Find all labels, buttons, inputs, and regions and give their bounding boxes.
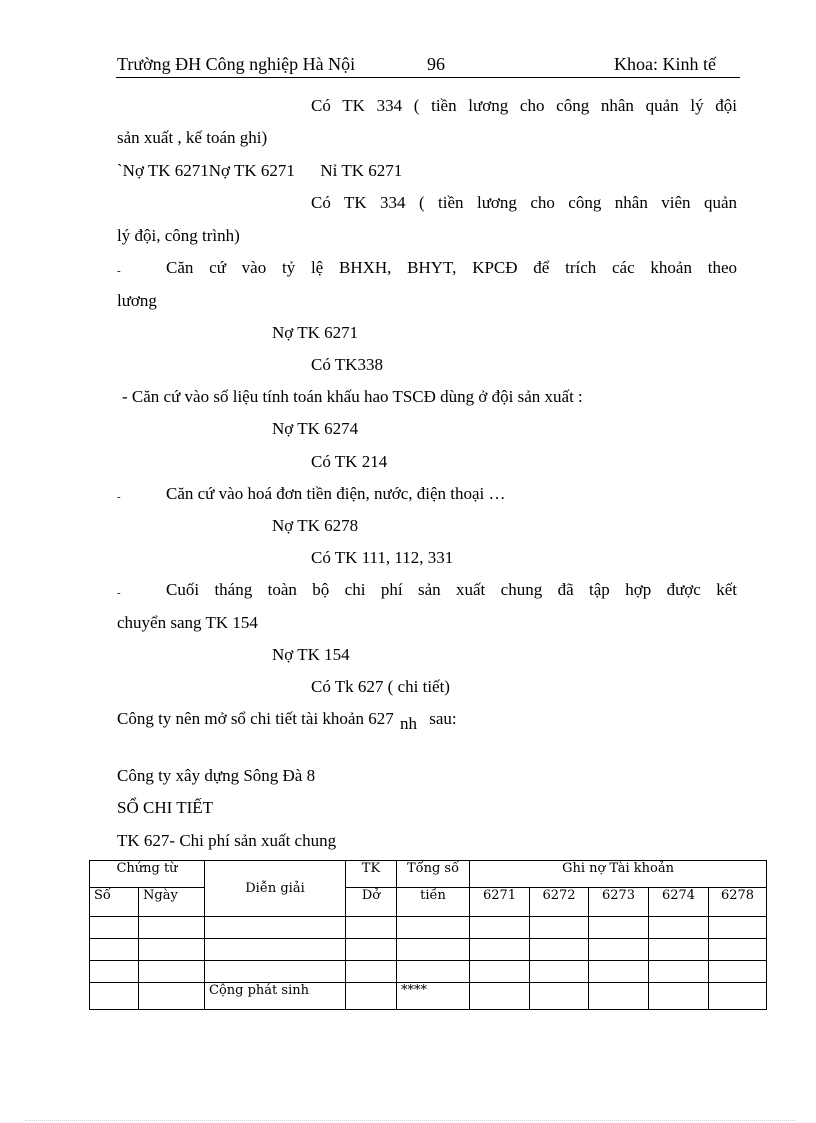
table-row xyxy=(90,961,767,983)
line-6: Căn cứ vào tỷ lệ BHXH, BHYT, KPCĐ để trích các khoản theo xyxy=(166,258,737,277)
table-row xyxy=(90,917,767,939)
table-footer-row xyxy=(90,983,767,1010)
voucher-header: Chứng từ xyxy=(90,861,205,888)
header-left: Trường ĐH Công nghiệp Hà Nội xyxy=(117,54,356,74)
line-19: Có Tk 627 ( chi tiết) xyxy=(311,677,450,696)
line-5: lý đội, công trình) xyxy=(117,226,240,245)
line-14: Nợ TK 6278 xyxy=(272,516,359,535)
no-header: Số xyxy=(90,888,139,917)
account-header: 6273 xyxy=(589,888,649,917)
line-10: - Căn cứ vào số liệu tính toán khấu hao TSCĐ dùng ở đội sản xuất : xyxy=(122,387,583,406)
header-rule xyxy=(116,77,740,78)
account-header: 6271 xyxy=(470,888,530,917)
debit-group-header: Ghi nợ Tài khoản xyxy=(470,861,767,888)
tk-du-header-top: TK xyxy=(346,861,397,888)
account-header: 6278 xyxy=(709,888,767,917)
line-17: chuyển sang TK 154 xyxy=(117,613,258,632)
tk-du-header-bottom: Dở xyxy=(346,888,397,917)
line-7: lương xyxy=(117,291,157,310)
ledger-title: SỔ CHI TIẾT xyxy=(117,798,214,817)
company-name: Công ty xây dựng Sông Đà 8 xyxy=(117,766,316,785)
total-header-top: Tổng số xyxy=(397,861,470,888)
line-11: Nợ TK 6274 xyxy=(272,419,359,438)
line-13: Căn cứ vào hoá đơn tiền điện, nước, điện thoại … xyxy=(166,484,506,503)
detail-ledger-table xyxy=(89,860,767,1010)
description-header: Diễn giải xyxy=(205,861,346,917)
line-3: `Nợ TK 6271Nợ TK 6271 Nỉ TK 6271 xyxy=(117,161,403,180)
line-20 xyxy=(117,709,457,733)
line-20-subscript: nh xyxy=(399,714,417,733)
line-16: Cuối tháng toàn bộ chi phí sản xuất chung đã tập hợp được kết xyxy=(166,580,737,599)
line-12: Có TK 214 xyxy=(311,452,388,471)
line-15: Có TK 111, 112, 331 xyxy=(311,548,454,567)
line-9: Có TK338 xyxy=(311,355,383,374)
bullet-dash: - xyxy=(117,587,121,599)
footer-total: **** xyxy=(397,983,470,1010)
total-header-bottom: tiền xyxy=(397,888,470,917)
footer-label: Cộng phát sinh xyxy=(205,983,346,1010)
date-header: Ngày xyxy=(139,888,205,917)
table-header-row-2 xyxy=(90,888,767,917)
line-20-tail: sau: xyxy=(429,709,457,728)
bullet-dash: - xyxy=(117,491,121,503)
page-bottom-border xyxy=(25,1120,795,1121)
bullet-dash: - xyxy=(117,265,121,277)
line-2: sản xuất , kế toán ghi) xyxy=(117,128,268,147)
line-8: Nợ TK 6271 xyxy=(272,323,359,342)
account-header: 6274 xyxy=(649,888,709,917)
line-18: Nợ TK 154 xyxy=(272,645,350,664)
line-1: Có TK 334 ( tiền lương cho công nhân quản lý đội xyxy=(311,96,737,115)
line-4: Có TK 334 ( tiền lương cho công nhân viên quản xyxy=(311,193,737,212)
table-header-row-1 xyxy=(90,861,767,888)
line-20-text: Công ty nên mở sổ chi tiết tài khoản 627 xyxy=(117,709,394,728)
header-right: Khoa: Kinh tế xyxy=(614,54,716,74)
account-title: TK 627- Chi phí sản xuất chung xyxy=(117,831,337,850)
account-header: 6272 xyxy=(530,888,589,917)
table-row xyxy=(90,939,767,961)
page-number: 96 xyxy=(427,54,445,74)
